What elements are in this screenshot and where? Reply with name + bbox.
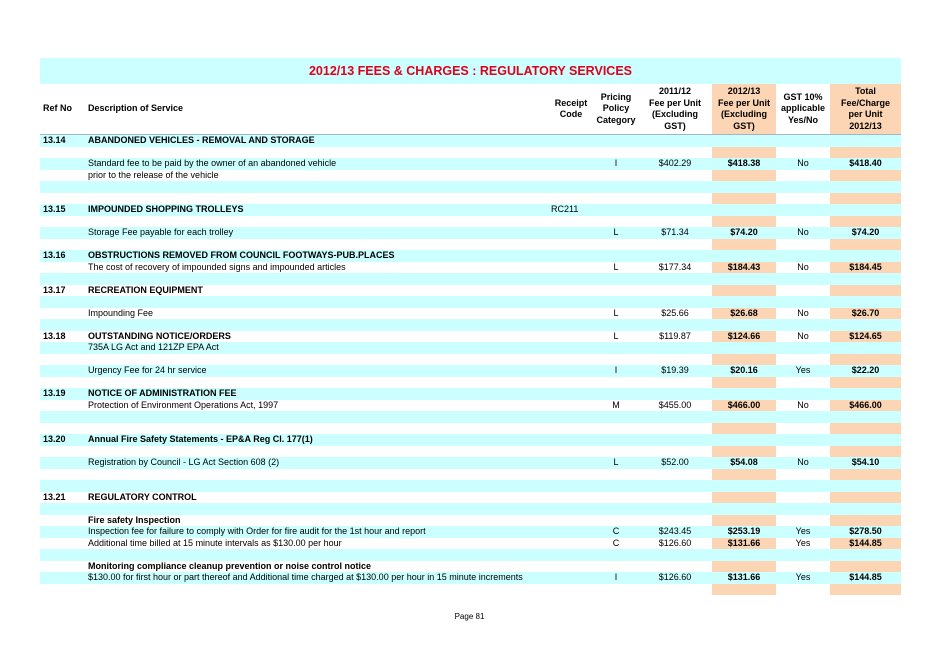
table-row xyxy=(40,331,901,343)
table-row xyxy=(40,480,901,492)
cell-description: Fire safety Inspection xyxy=(88,514,181,525)
cell-total-fee: $26.70 xyxy=(851,307,880,318)
table-row xyxy=(40,365,901,377)
cell-total-fee: $184.45 xyxy=(849,261,882,272)
cell-description: Inspection fee for failure to comply with Order for fire audit for the 1st hour and report xyxy=(88,526,426,536)
table-row xyxy=(40,446,901,458)
cell-total-fee: $466.00 xyxy=(849,399,882,410)
table-row xyxy=(40,572,901,584)
table-row xyxy=(40,526,901,538)
cell-total-fee: $54.10 xyxy=(851,457,880,467)
cell-description: Annual Fire Safety Statements - EP&A Reg Cl. 177(1) xyxy=(88,434,313,444)
table-header xyxy=(40,84,901,135)
cell-fee-2011-12: $25.66 xyxy=(661,307,689,318)
cell-description: Monitoring compliance cleanup prevention or noise control notice xyxy=(88,560,372,571)
cell-gst-applicable: Yes xyxy=(795,537,811,548)
cell-ref-no: 13.21 xyxy=(43,491,66,502)
cell-description: Storage Fee payable for each trolley xyxy=(88,227,234,237)
cell-description: Registration by Council - LG Act Section 608 (2) xyxy=(88,457,280,467)
cell-description: prior to the release of the vehicle xyxy=(88,169,219,180)
table-row xyxy=(40,262,901,274)
cell-description: ABANDONED VEHICLES - REMOVAL AND STORAGE xyxy=(88,135,315,145)
fees-table xyxy=(40,58,901,595)
header-pricing-policy: Pricing Policy Category xyxy=(596,91,636,125)
table-row xyxy=(40,170,901,182)
cell-fee-2011-12: $243.45 xyxy=(658,526,692,536)
cell-fee-2012-13: $74.20 xyxy=(730,227,758,237)
table-row xyxy=(40,181,901,193)
cell-description: Urgency Fee for 24 hr service xyxy=(88,365,207,375)
table-row xyxy=(40,584,901,596)
cell-total-fee: $418.40 xyxy=(849,158,882,168)
header-receipt-code: Receipt Code xyxy=(554,97,588,119)
cell-fee-2011-12: $177.34 xyxy=(658,261,692,272)
header-description: Description of Service xyxy=(88,103,184,114)
header-fee-2011-12: 2011/12 Fee per Unit (Excluding GST) xyxy=(648,86,701,131)
table-row xyxy=(40,457,901,469)
cell-fee-2012-13: $20.16 xyxy=(730,365,758,375)
table-row xyxy=(40,158,901,170)
table-row xyxy=(40,135,901,147)
cell-receipt-code: RC211 xyxy=(551,204,579,214)
cell-fee-2012-13: $418.38 xyxy=(727,158,761,168)
table-row xyxy=(40,354,901,366)
cell-description: Standard fee to be paid by the owner of an abandoned vehicle xyxy=(88,158,337,168)
cell-description: IMPOUNDED SHOPPING TROLLEYS xyxy=(88,204,244,214)
cell-pricing-category: L xyxy=(613,307,619,318)
cell-description: NOTICE OF ADMINISTRATION FEE xyxy=(88,388,237,398)
cell-fee-2012-13: $131.66 xyxy=(727,537,761,548)
table-row xyxy=(40,273,901,285)
cell-gst-applicable: No xyxy=(797,227,809,237)
table-row xyxy=(40,204,901,216)
cell-gst-applicable: No xyxy=(797,307,809,318)
table-body xyxy=(40,135,901,595)
cell-fee-2012-13: $466.00 xyxy=(727,399,761,410)
table-row xyxy=(40,285,901,297)
table-row xyxy=(40,147,901,159)
cell-fee-2011-12: $126.60 xyxy=(658,537,692,548)
cell-ref-no: 13.14 xyxy=(43,135,66,145)
cell-total-fee: $22.20 xyxy=(851,365,880,375)
table-row xyxy=(40,423,901,435)
table-row xyxy=(40,561,901,573)
cell-fee-2011-12: $119.87 xyxy=(659,330,691,341)
cell-description: 735A LG Act and 121ZP EPA Act xyxy=(88,342,219,352)
table-row xyxy=(40,492,901,504)
cell-pricing-category: I xyxy=(614,365,618,375)
cell-fee-2012-13: $54.08 xyxy=(730,457,758,467)
cell-ref-no: 13.18 xyxy=(43,330,66,341)
cell-fee-2012-13: $124.66 xyxy=(727,330,761,341)
table-row xyxy=(40,227,901,239)
cell-gst-applicable: No xyxy=(797,457,809,467)
table-row xyxy=(40,239,901,251)
cell-pricing-category: I xyxy=(614,158,618,168)
cell-ref-no: 13.19 xyxy=(43,388,66,398)
cell-ref-no: 13.20 xyxy=(43,434,66,444)
cell-description: REGULATORY CONTROL xyxy=(88,491,197,502)
page-number: Page 81 xyxy=(454,612,485,621)
table-row xyxy=(40,549,901,561)
table-row xyxy=(40,308,901,320)
cell-description: Impounding Fee xyxy=(88,307,154,318)
cell-gst-applicable: No xyxy=(797,330,809,341)
table-row xyxy=(40,538,901,550)
table-row xyxy=(40,193,901,205)
cell-description: Additional time billed at 15 minute intervals as $130.00 per hour xyxy=(88,537,342,548)
cell-description: RECREATION EQUIPMENT xyxy=(88,284,203,295)
cell-total-fee: $124.65 xyxy=(849,330,882,341)
cell-fee-2012-13: $26.68 xyxy=(730,307,758,318)
cell-gst-applicable: Yes xyxy=(795,526,811,536)
cell-pricing-category: L xyxy=(613,330,619,341)
cell-fee-2012-13: $253.19 xyxy=(727,526,761,536)
cell-total-fee: $278.50 xyxy=(849,526,882,536)
cell-total-fee: $144.85 xyxy=(849,572,882,582)
cell-pricing-category: C xyxy=(612,537,620,548)
table-row xyxy=(40,515,901,527)
table-row xyxy=(40,434,901,446)
cell-gst-applicable: No xyxy=(797,158,809,168)
table-row xyxy=(40,216,901,228)
cell-fee-2011-12: $126.60 xyxy=(658,572,692,582)
page-title: 2012/13 FEES & CHARGES : REGULATORY SERVICES xyxy=(40,58,901,84)
table-row xyxy=(40,411,901,423)
cell-pricing-category: L xyxy=(613,261,619,272)
cell-fee-2011-12: $71.34 xyxy=(661,227,689,237)
table-row xyxy=(40,250,901,262)
cell-fee-2012-13: $131.66 xyxy=(727,572,761,582)
cell-pricing-category: C xyxy=(612,526,620,536)
table-row xyxy=(40,469,901,481)
cell-pricing-category: L xyxy=(613,457,619,467)
cell-description: Protection of Environment Operations Act, 1997 xyxy=(88,399,279,410)
table-row xyxy=(40,400,901,412)
header-fee-2012-13: 2012/13 Fee per Unit (Excluding GST) xyxy=(712,84,776,134)
cell-ref-no: 13.16 xyxy=(43,250,66,260)
cell-pricing-category: L xyxy=(613,227,619,237)
cell-description: OUTSTANDING NOTICE/ORDERS xyxy=(88,330,231,341)
table-row xyxy=(40,503,901,515)
header-gst: GST 10% applicable Yes/No xyxy=(780,91,825,125)
cell-fee-2011-12: $52.00 xyxy=(661,457,689,467)
header-total: Total Fee/Charge per Unit 2012/13 xyxy=(830,84,901,134)
cell-gst-applicable: No xyxy=(797,399,809,410)
cell-gst-applicable: No xyxy=(797,261,809,272)
table-row xyxy=(40,319,901,331)
cell-pricing-category: I xyxy=(614,572,618,582)
cell-fee-2011-12: $455.00 xyxy=(658,399,692,410)
cell-total-fee: $144.85 xyxy=(849,537,882,548)
cell-ref-no: 13.15 xyxy=(43,204,66,214)
cell-gst-applicable: Yes xyxy=(795,365,811,375)
cell-total-fee: $74.20 xyxy=(851,227,880,237)
table-row xyxy=(40,296,901,308)
cell-pricing-category: M xyxy=(612,399,620,410)
cell-gst-applicable: Yes xyxy=(795,572,811,582)
cell-fee-2011-12: $402.29 xyxy=(658,158,692,168)
table-row xyxy=(40,388,901,400)
table-row xyxy=(40,377,901,389)
header-ref-no: Ref No xyxy=(43,103,72,114)
cell-ref-no: 13.17 xyxy=(43,284,66,295)
cell-description: OBSTRUCTIONS REMOVED FROM COUNCIL FOOTWAYS-PUB.PLACES xyxy=(88,250,395,260)
cell-description: $130.00 for first hour or part thereof and Additional time charged at $130.00 per hour in 15 minute increments xyxy=(88,572,523,582)
cell-fee-2012-13: $184.43 xyxy=(727,261,761,272)
table-row xyxy=(40,342,901,354)
cell-description: The cost of recovery of impounded signs and impounded articles xyxy=(88,261,346,272)
cell-fee-2011-12: $19.39 xyxy=(661,365,689,375)
